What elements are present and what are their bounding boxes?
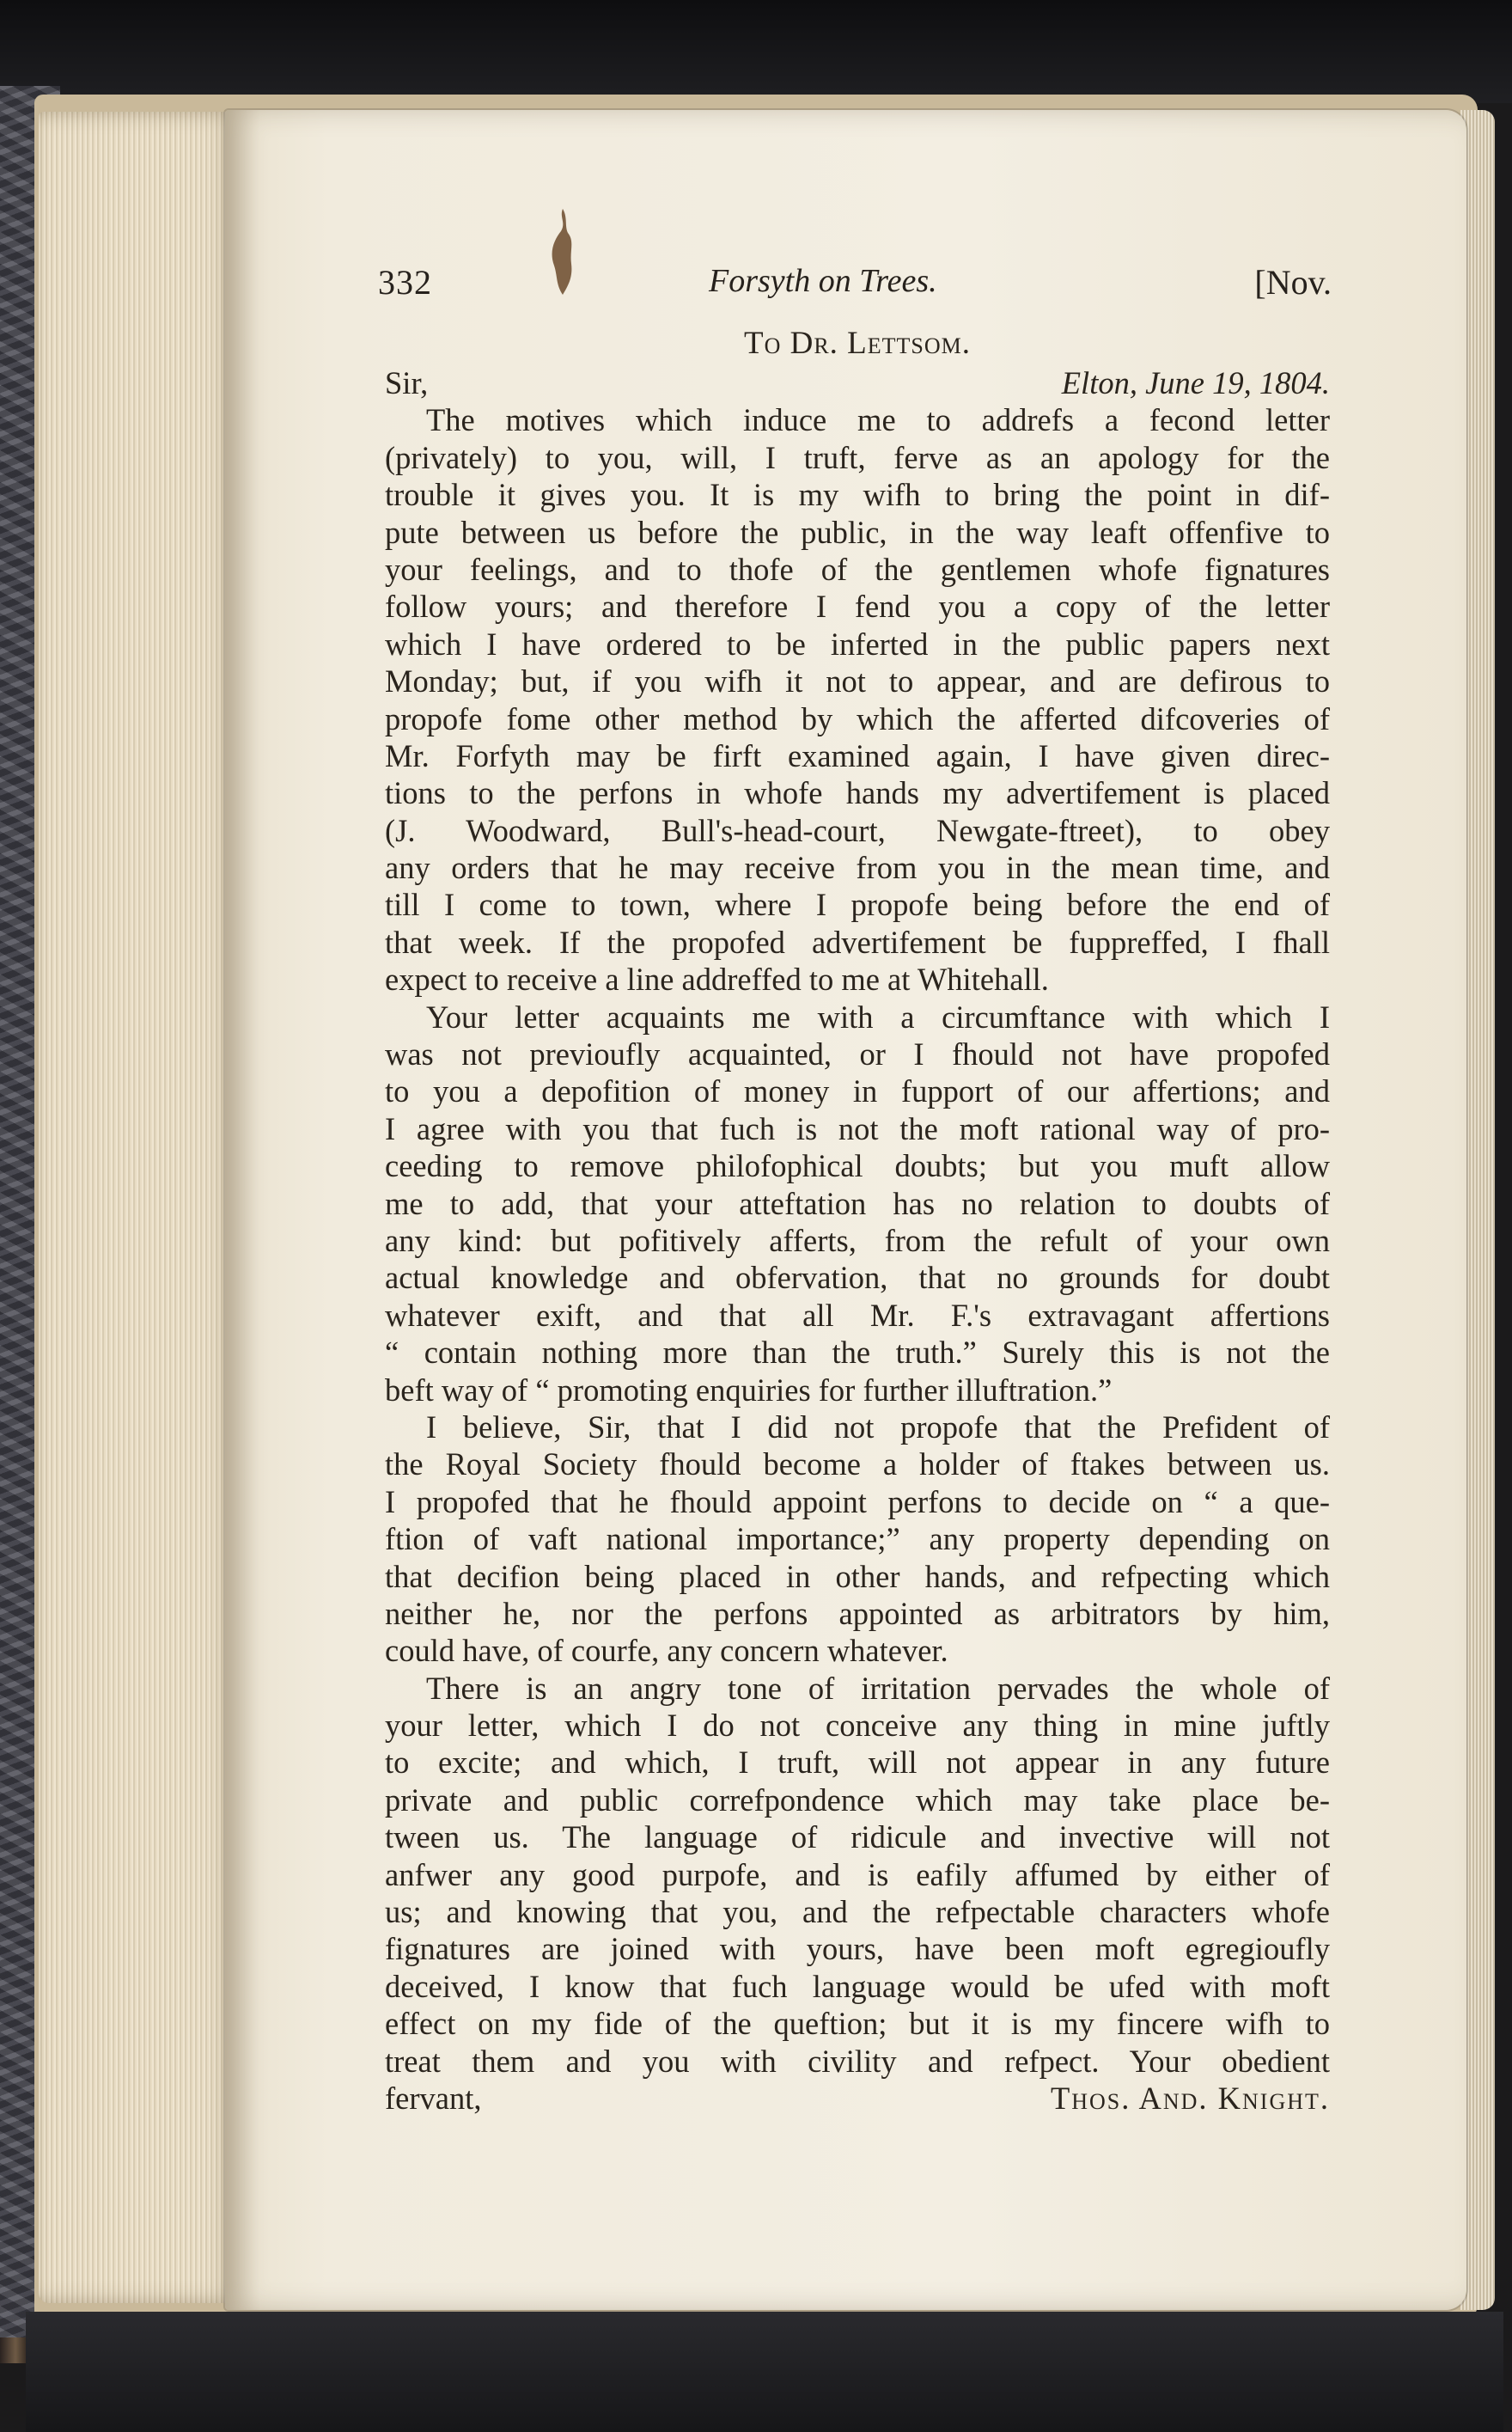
text-line: deceived, I know that fuch language would be ufed with moft: [385, 1968, 1330, 2004]
text-line: (privately) to you, will, I truft, ferve as an apology for the: [385, 439, 1330, 475]
running-month: [Nov.: [1254, 263, 1332, 302]
background-top: [0, 0, 1512, 103]
place-date: Elton, June 19, 1804.: [1061, 365, 1330, 400]
text-line: private and public correfpondence which may take place be-: [385, 1781, 1330, 1818]
text-line: pute between us before the public, in the way leaft offenfive to: [385, 514, 1330, 550]
text-line: your letter, which I do not conceive any thing in mine juftly: [385, 1708, 1330, 1744]
ink-blot-icon: [546, 209, 580, 298]
text-line: ftion of vaft national importance;” any property depending on: [385, 1521, 1330, 1557]
signature: Thos. And. Knight.: [1050, 2080, 1330, 2116]
text-line: I believe, Sir, that I did not propofe that the Prefident of: [426, 1408, 1330, 1445]
background-bottom: [26, 2312, 1503, 2432]
text-line: any orders that he may receive from you in the mean time, and: [385, 850, 1330, 886]
text-line: tween us. The language of ridicule and invective will not: [385, 1819, 1330, 1855]
text-line: could have, of courfe, any concern whatever.: [385, 1633, 948, 1669]
text-line: to you a depofition of money in fupport of our affertions; and: [385, 1073, 1330, 1109]
text-line: the Royal Society fhould become a holder of ftakes between us.: [385, 1446, 1330, 1482]
letter-text: [385, 401, 1330, 2080]
text-line: ceeding to remove philofophical doubts; but you muft allow: [385, 1148, 1330, 1184]
text-line: effect on my fide of the queftion; but it is my fincere wifh to: [385, 2006, 1330, 2042]
text-line: Mr. Forfyth may be firft examined again, I have given direc-: [385, 737, 1330, 773]
text-line: to excite; and which, I truft, will not appear in any future: [385, 1745, 1330, 1781]
text-line: which I have ordered to be inferted in the public papers next: [385, 626, 1330, 662]
text-line: any kind: but pofitively afferts, from the refult of your own: [385, 1222, 1330, 1258]
text-line: fignatures are joined with yours, have been moft egregioufly: [385, 1931, 1330, 1967]
text-line: Monday; but, if you wifh it not to appear, and are defirous to: [385, 663, 1330, 700]
running-title: Forsyth on Trees.: [709, 263, 937, 299]
text-line: (J. Woodward, Bull's-head-court, Newgate-ftreet), to obey: [385, 812, 1330, 848]
text-line: was not previoufly acquainted, or I fhould not have propofed: [385, 1036, 1330, 1072]
text-line: I agree with you that fuch is not the moft rational way of pro-: [385, 1110, 1330, 1146]
text-line: me to add, that your atteftation has no relation to doubts of: [385, 1185, 1330, 1221]
text-line: There is an angry tone of irritation pervades the whole of: [426, 1670, 1330, 1706]
text-line: whatever exift, and that all Mr. F.'s extravagant affertions: [385, 1297, 1330, 1333]
text-line: treat them and you with civility and refpect. Your obedient: [385, 2043, 1330, 2079]
salutation-row: [385, 364, 1330, 401]
running-header: [378, 262, 1332, 314]
text-line: till I come to town, where I propofe being before the end of: [385, 887, 1330, 923]
text-line: The motives which induce me to addrefs a fecond letter: [426, 402, 1330, 438]
text-line: beft way of “ promoting enquiries for further illuftration.”: [385, 1372, 1113, 1408]
letter-addressee: To Dr. Lettsom.: [743, 326, 972, 361]
page-number: 332: [378, 263, 432, 302]
text-line: that week. If the propofed advertifement be fuppreffed, I fhall: [385, 924, 1330, 960]
closing: fervant,: [385, 2080, 482, 2116]
text-line: actual knowledge and obfervation, that no grounds for doubt: [385, 1260, 1330, 1296]
text-line: tions to the perfons in whofe hands my advertifement is placed: [385, 775, 1330, 811]
signature-row: [385, 2080, 1330, 2117]
text-line: Your letter acquaints me with a circumftance with which I: [426, 999, 1330, 1035]
salutation: Sir,: [385, 365, 429, 400]
text-line: trouble it gives you. It is my wifh to bring the point in dif-: [385, 477, 1330, 513]
text-line: neither he, nor the perfons appointed as arbitrators by him,: [385, 1595, 1330, 1631]
text-line: that decifion being placed in other hands, and refpecting which: [385, 1558, 1330, 1594]
text-line: follow yours; and therefore I fend you a copy of the letter: [385, 589, 1330, 625]
text-line: propofe fome other method by which the afferted difcoveries of: [385, 700, 1330, 736]
text-line: anfwer any good purpofe, and is eafily affumed by either of: [385, 1856, 1330, 1892]
letter-body: [385, 325, 1330, 2117]
text-line: I propofed that he fhould appoint perfons to decide on “ a que-: [385, 1483, 1330, 1519]
text-line: your feelings, and to thofe of the gentlemen whofe fignatures: [385, 551, 1330, 587]
text-line: us; and knowing that you, and the refpectable characters whofe: [385, 1894, 1330, 1930]
text-line: expect to receive a line addreffed to me at Whitehall.: [385, 962, 1049, 998]
text-line: “ contain nothing more than the truth.” Surely this is not the: [385, 1335, 1330, 1371]
page-edges-left: [39, 112, 236, 2303]
